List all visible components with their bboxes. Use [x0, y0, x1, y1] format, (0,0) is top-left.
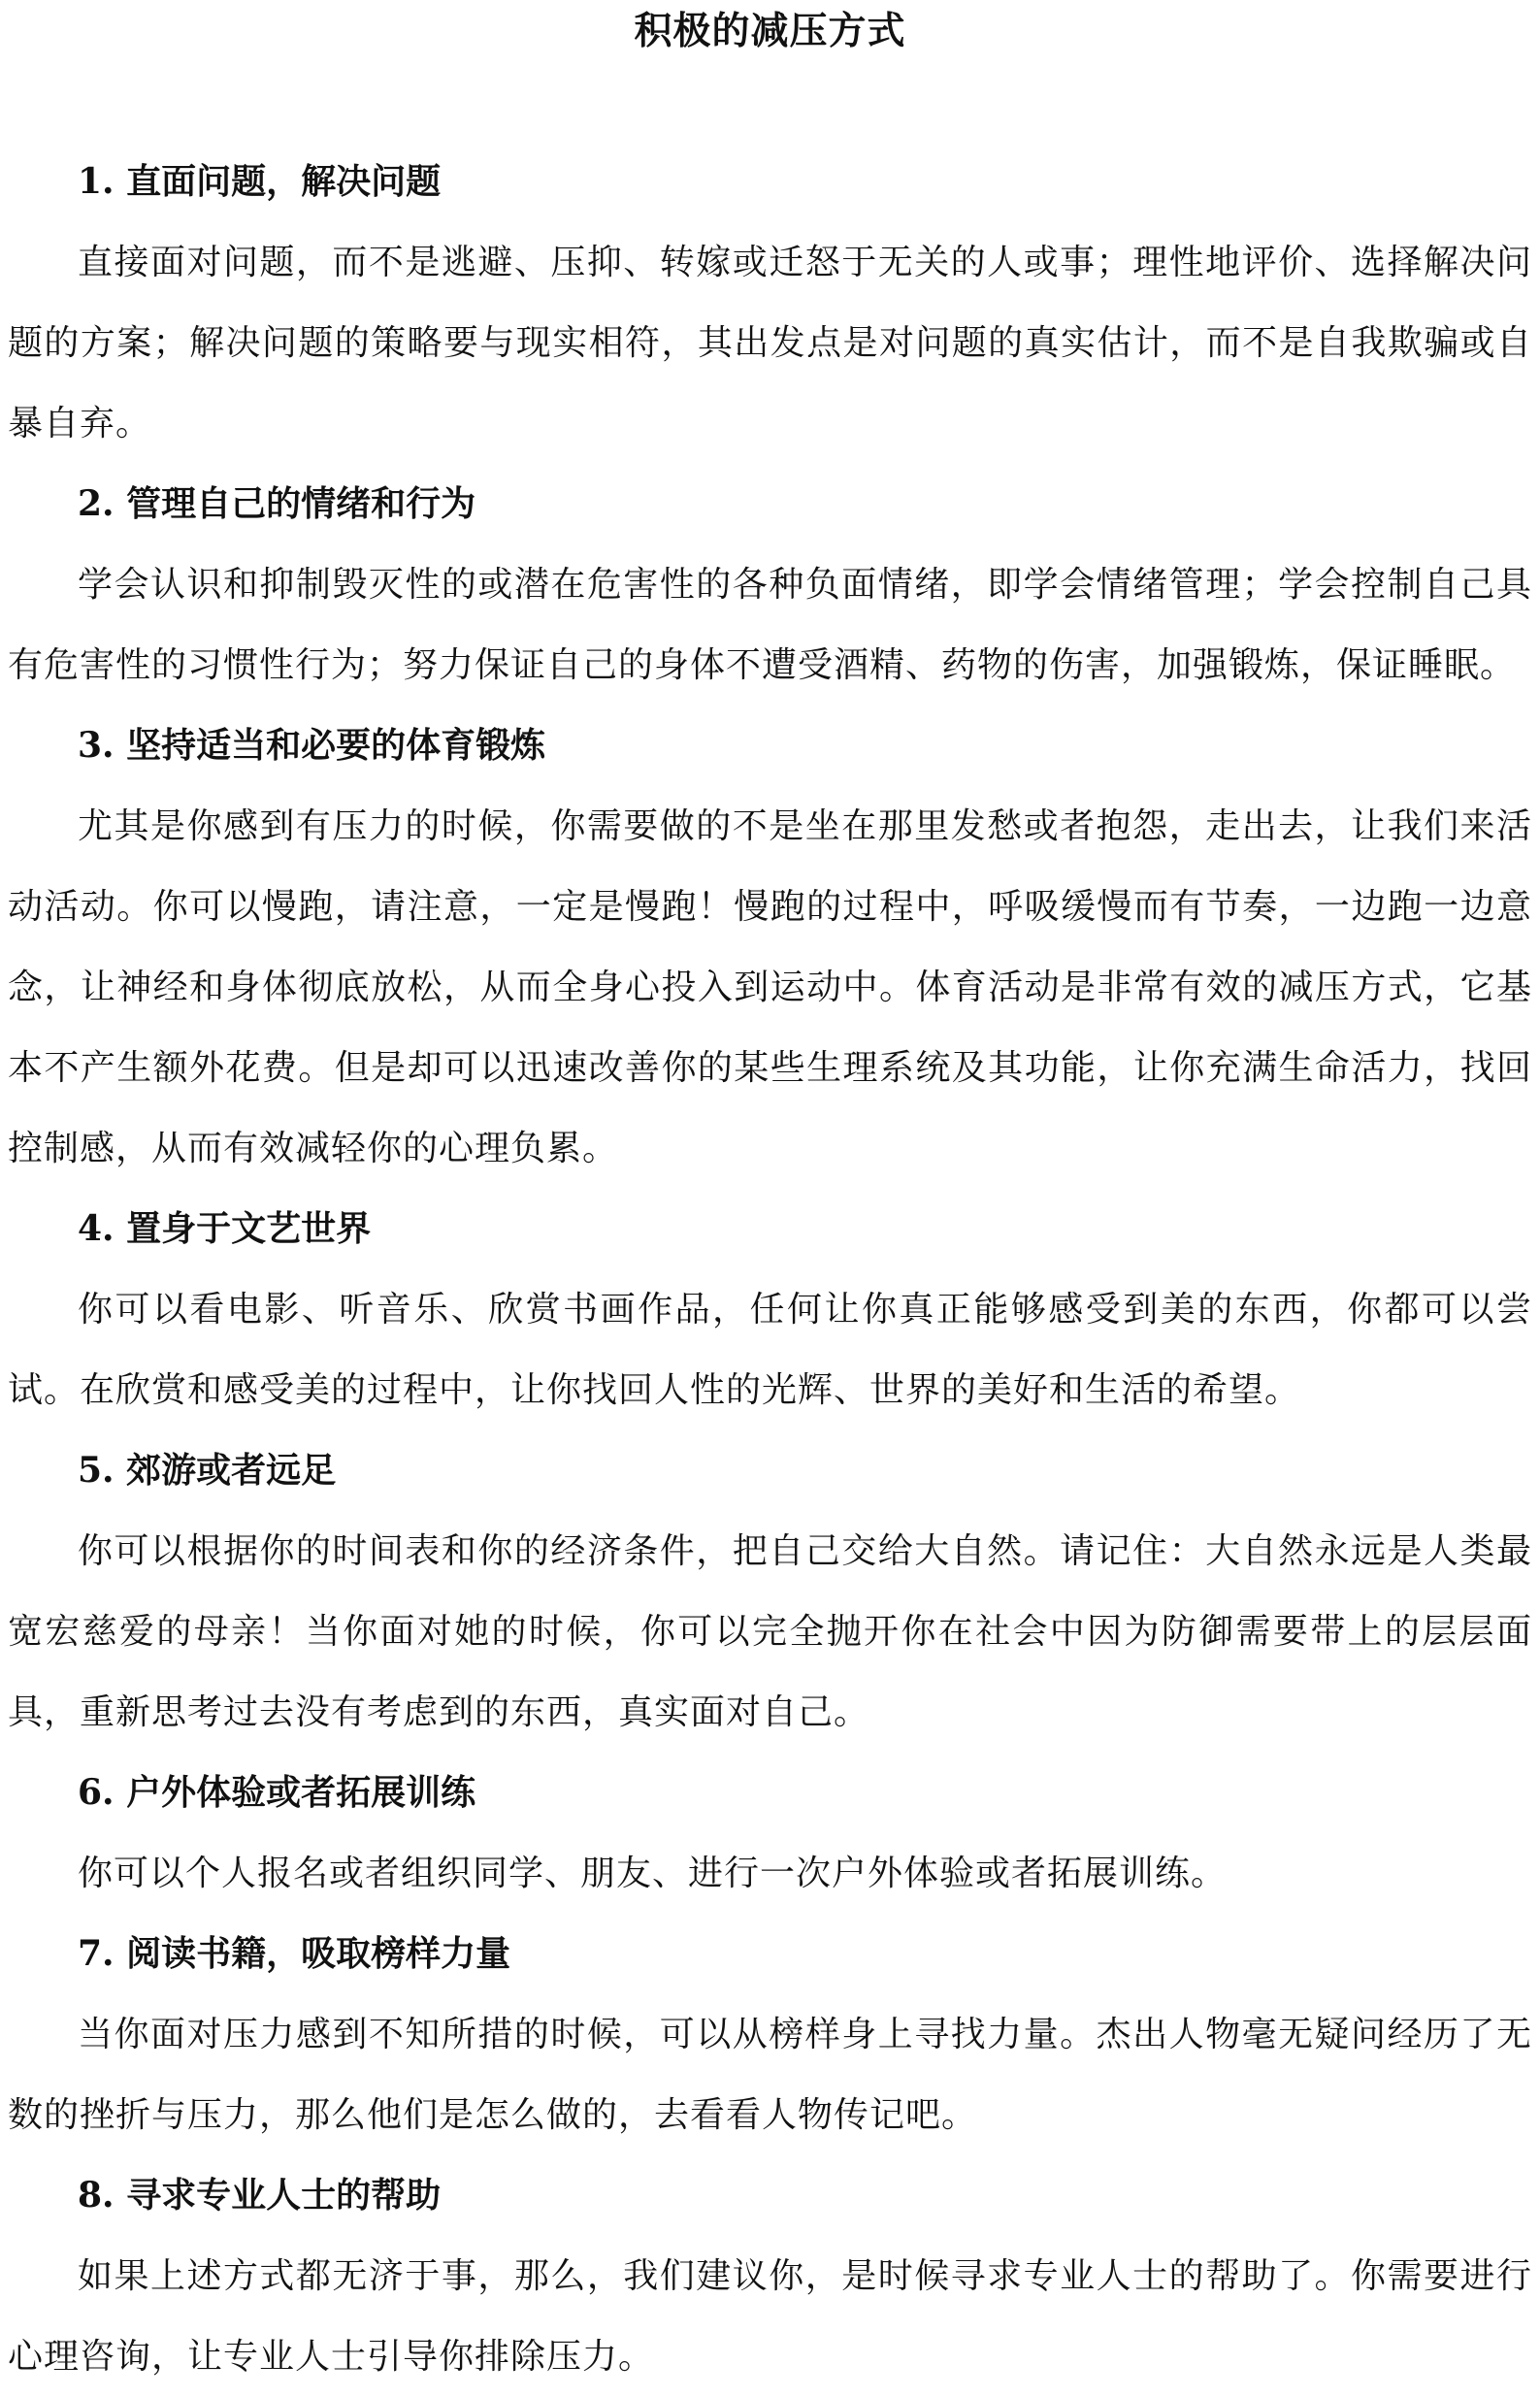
section-2	[8, 464, 1532, 706]
section-3	[8, 706, 1532, 1189]
section-6	[8, 1753, 1532, 1914]
section-paragraph: 你可以看电影、听音乐、欣赏书画作品，任何让你真正能够感受到美的东西，你都可以尝试。在欣赏和感受美的过程中，让你找回人性的光辉、世界的美好和生活的希望。	[8, 1290, 1532, 1410]
section-heading: 3. 坚持适当和必要的体育锻炼	[78, 725, 546, 766]
section-paragraph: 学会认识和抑制毁灭性的或潜在危害性的各种负面情绪，即学会情绪管理；学会控制自己具有危害性的习惯性行为；努力保证自己的身体不遭受酒精、药物的伤害，加强锻炼，保证睡眠。	[8, 565, 1532, 685]
section-heading: 1. 直面问题，解决问题	[78, 161, 442, 202]
section-4	[8, 1189, 1532, 1430]
section-heading: 4. 置身于文艺世界	[78, 1208, 372, 1249]
section-paragraph: 尤其是你感到有压力的时候，你需要做的不是坐在那里发愁或者抱怨，走出去，让我们来活动活动。你可以慢跑，请注意，一定是慢跑！慢跑的过程中，呼吸缓慢而有节奏，一边跑一边意念，让神经和身体彻底放松，从而全身心投入到运动中。体育活动是非常有效的减压方式，它基本不产生额外花费。但是却可以迅速改善你的某些生理系统及其功能，让你充满生命活力，找回控制感，从而有效减轻你的心理负累。	[8, 806, 1532, 1168]
section-5	[8, 1430, 1532, 1753]
section-heading: 6. 户外体验或者拓展训练	[78, 1772, 476, 1813]
section-paragraph: 直接面对问题，而不是逃避、压抑、转嫁或迁怒于无关的人或事；理性地评价、选择解决问题的方案；解决问题的策略要与现实相符，其出发点是对问题的真实估计，而不是自我欺骗或自暴自弃。	[8, 243, 1532, 443]
section-paragraph: 你可以根据你的时间表和你的经济条件，把自己交给大自然。请记住：大自然永远是人类最宽宏慈爱的母亲！当你面对她的时候，你可以完全抛开你在社会中因为防御需要带上的层层面具，重新思考过去没有考虑到的东西，真实面对自己。	[8, 1531, 1532, 1732]
section-paragraph: 你可以个人报名或者组织同学、朋友、进行一次户外体验或者拓展训练。	[78, 1854, 1228, 1893]
section-heading: 2. 管理自己的情绪和行为	[78, 483, 476, 524]
section-1	[8, 142, 1532, 464]
section-paragraph: 如果上述方式都无济于事，那么，我们建议你，是时候寻求专业人士的帮助了。你需要进行心理咨询，让专业人士引导你排除压力。	[8, 2256, 1532, 2377]
section-heading: 8. 寻求专业人士的帮助	[78, 2175, 442, 2216]
section-8	[8, 2155, 1532, 2397]
document-title: 积极的减压方式	[634, 9, 906, 53]
section-heading: 7. 阅读书籍，吸取榜样力量	[78, 1933, 511, 1974]
section-7	[8, 1914, 1532, 2155]
section-heading: 5. 郊游或者远足	[78, 1450, 337, 1491]
section-paragraph: 当你面对压力感到不知所措的时候，可以从榜样身上寻找力量。杰出人物毫无疑问经历了无数的挫折与压力，那么他们是怎么做的，去看看人物传记吧。	[8, 2015, 1532, 2135]
